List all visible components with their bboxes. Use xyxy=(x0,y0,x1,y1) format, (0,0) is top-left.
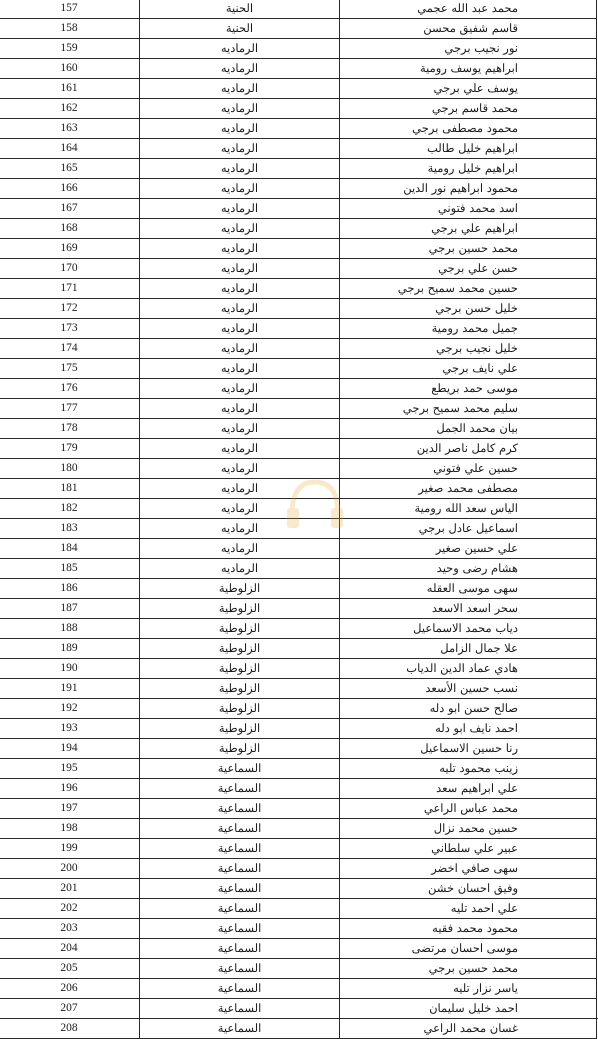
row-full-name: صالح حسن ابو دله xyxy=(340,699,597,719)
row-full-name: ابراهيم يوسف رومية xyxy=(340,59,597,79)
row-number: 180 xyxy=(0,459,140,479)
row-full-name: هادي عماد الدين الدياب xyxy=(340,659,597,679)
row-number: 168 xyxy=(0,219,140,239)
table-row xyxy=(0,199,597,219)
row-full-name: احمد نايف ابو دله xyxy=(340,719,597,739)
row-full-name: مصطفى محمد صغير xyxy=(340,479,597,499)
table-row xyxy=(0,479,597,499)
row-number: 196 xyxy=(0,779,140,799)
table-row xyxy=(0,719,597,739)
row-number: 207 xyxy=(0,999,140,1019)
row-number: 191 xyxy=(0,679,140,699)
table-row xyxy=(0,679,597,699)
table-row xyxy=(0,239,597,259)
row-area: الرماديه xyxy=(140,279,340,299)
row-number: 174 xyxy=(0,339,140,359)
table-row xyxy=(0,799,597,819)
row-area: الرماديه xyxy=(140,539,340,559)
row-number: 167 xyxy=(0,199,140,219)
row-full-name: اسد محمد فتوني xyxy=(340,199,597,219)
row-full-name: ابراهيم خليل رومية xyxy=(340,159,597,179)
row-number: 201 xyxy=(0,879,140,899)
row-full-name: حسن علي برجي xyxy=(340,259,597,279)
row-area: الرماديه xyxy=(140,379,340,399)
table-row xyxy=(0,659,597,679)
row-area: السماعية xyxy=(140,859,340,879)
table-row xyxy=(0,159,597,179)
row-area: الرماديه xyxy=(140,119,340,139)
row-area: الرماديه xyxy=(140,159,340,179)
row-full-name: ابراهيم علي برجي xyxy=(340,219,597,239)
row-area: السماعية xyxy=(140,879,340,899)
table-row xyxy=(0,79,597,99)
row-area: الرماديه xyxy=(140,559,340,579)
table-row xyxy=(0,459,597,479)
row-number: 187 xyxy=(0,599,140,619)
row-number: 161 xyxy=(0,79,140,99)
row-number: 200 xyxy=(0,859,140,879)
row-area: الزلوطية xyxy=(140,599,340,619)
table-row xyxy=(0,379,597,399)
table-row xyxy=(0,99,597,119)
row-number: 164 xyxy=(0,139,140,159)
row-number: 182 xyxy=(0,499,140,519)
row-area: الرماديه xyxy=(140,519,340,539)
table-row xyxy=(0,819,597,839)
row-full-name: حسين علي فتوني xyxy=(340,459,597,479)
table-row xyxy=(0,419,597,439)
table-row xyxy=(0,839,597,859)
row-full-name: حسين محمد نزال xyxy=(340,819,597,839)
row-full-name: اسماعيل عادل برجي xyxy=(340,519,597,539)
table-row xyxy=(0,619,597,639)
row-area: السماعية xyxy=(140,939,340,959)
table-row xyxy=(0,859,597,879)
row-full-name: نور نجيب برجي xyxy=(340,39,597,59)
row-area: الزلوطية xyxy=(140,699,340,719)
row-number: 195 xyxy=(0,759,140,779)
row-number: 172 xyxy=(0,299,140,319)
row-area: السماعية xyxy=(140,899,340,919)
row-full-name: محمود محمد فقيه xyxy=(340,919,597,939)
table-row xyxy=(0,59,597,79)
table-row xyxy=(0,539,597,559)
row-area: السماعية xyxy=(140,1019,340,1039)
row-area: الرماديه xyxy=(140,319,340,339)
row-full-name: دياب محمد الاسماعيل xyxy=(340,619,597,639)
row-full-name: ياسر نزار تليه xyxy=(340,979,597,999)
row-full-name: ابراهيم خليل طالب xyxy=(340,139,597,159)
row-full-name: نسب حسين الأسعد xyxy=(340,679,597,699)
table-row xyxy=(0,599,597,619)
row-full-name: علا جمال الزامل xyxy=(340,639,597,659)
row-number: 181 xyxy=(0,479,140,499)
row-full-name: علي احمد تليه xyxy=(340,899,597,919)
table-row xyxy=(0,699,597,719)
row-full-name: رنا حسين الاسماعيل xyxy=(340,739,597,759)
row-area: الرماديه xyxy=(140,439,340,459)
row-area: السماعية xyxy=(140,759,340,779)
row-area: الرماديه xyxy=(140,259,340,279)
row-number: 177 xyxy=(0,399,140,419)
table-row xyxy=(0,979,597,999)
row-full-name: وفيق احسان خشن xyxy=(340,879,597,899)
row-number: 179 xyxy=(0,439,140,459)
row-number: 185 xyxy=(0,559,140,579)
row-number: 206 xyxy=(0,979,140,999)
row-area: السماعية xyxy=(140,819,340,839)
table-row xyxy=(0,359,597,379)
row-number: 205 xyxy=(0,959,140,979)
row-number: 158 xyxy=(0,19,140,39)
table-row xyxy=(0,219,597,239)
row-area: الزلوطية xyxy=(140,659,340,679)
row-number: 166 xyxy=(0,179,140,199)
row-full-name: حسين محمد سميح برجي xyxy=(340,279,597,299)
row-full-name: علي حسين صغير xyxy=(340,539,597,559)
row-number: 184 xyxy=(0,539,140,559)
row-full-name: محمد عباس الراعي xyxy=(340,799,597,819)
row-area: السماعية xyxy=(140,919,340,939)
table-row xyxy=(0,39,597,59)
row-number: 183 xyxy=(0,519,140,539)
table-row xyxy=(0,339,597,359)
table-row xyxy=(0,399,597,419)
row-number: 173 xyxy=(0,319,140,339)
row-area: الزلوطية xyxy=(140,619,340,639)
row-number: 197 xyxy=(0,799,140,819)
row-number: 171 xyxy=(0,279,140,299)
row-number: 186 xyxy=(0,579,140,599)
row-number: 189 xyxy=(0,639,140,659)
row-full-name: غسان محمد الراعي xyxy=(340,1019,597,1039)
row-area: الرماديه xyxy=(140,339,340,359)
row-full-name: الياس سعد الله رومية xyxy=(340,499,597,519)
row-number: 208 xyxy=(0,1019,140,1039)
row-full-name: محمد قاسم برجي xyxy=(340,99,597,119)
table-row xyxy=(0,0,597,19)
row-area: الحنية xyxy=(140,19,340,39)
table-row xyxy=(0,519,597,539)
row-full-name: يوسف علي برجي xyxy=(340,79,597,99)
row-number: 193 xyxy=(0,719,140,739)
row-area: الرماديه xyxy=(140,419,340,439)
row-area: الرماديه xyxy=(140,479,340,499)
row-full-name: محمد عبد الله عجمي xyxy=(340,0,597,19)
row-area: السماعية xyxy=(140,979,340,999)
row-area: الرماديه xyxy=(140,239,340,259)
row-number: 165 xyxy=(0,159,140,179)
row-full-name: موسى احسان مرتضى xyxy=(340,939,597,959)
row-area: الرماديه xyxy=(140,179,340,199)
row-area: السماعية xyxy=(140,959,340,979)
row-area: الرماديه xyxy=(140,199,340,219)
row-number: 162 xyxy=(0,99,140,119)
table-row xyxy=(0,179,597,199)
table-row xyxy=(0,999,597,1019)
row-number: 160 xyxy=(0,59,140,79)
table-row xyxy=(0,119,597,139)
row-number: 188 xyxy=(0,619,140,639)
table-row xyxy=(0,439,597,459)
row-area: السماعية xyxy=(140,839,340,859)
row-area: الرماديه xyxy=(140,399,340,419)
row-full-name: جميل محمد رومية xyxy=(340,319,597,339)
row-number: 175 xyxy=(0,359,140,379)
row-full-name: كرم كامل ناصر الدين xyxy=(340,439,597,459)
row-full-name: محمد حسين برجي xyxy=(340,959,597,979)
row-full-name: علي نايف برجي xyxy=(340,359,597,379)
row-full-name: سليم محمد سميح برجي xyxy=(340,399,597,419)
row-number: 202 xyxy=(0,899,140,919)
row-area: السماعية xyxy=(140,999,340,1019)
row-full-name: محمد حسين برجي xyxy=(340,239,597,259)
row-number: 176 xyxy=(0,379,140,399)
row-number: 203 xyxy=(0,919,140,939)
row-full-name: موسى حمد بريطع xyxy=(340,379,597,399)
row-full-name: محمود مصطفى برجي xyxy=(340,119,597,139)
cut-off-row xyxy=(0,1018,598,1025)
table-row xyxy=(0,899,597,919)
row-full-name: خليل حسن برجي xyxy=(340,299,597,319)
row-number: 170 xyxy=(0,259,140,279)
row-number: 190 xyxy=(0,659,140,679)
row-area: الرماديه xyxy=(140,219,340,239)
row-full-name: احمد خليل سليمان xyxy=(340,999,597,1019)
row-number: 194 xyxy=(0,739,140,759)
table-row xyxy=(0,259,597,279)
row-number: 159 xyxy=(0,39,140,59)
row-number: 157 xyxy=(0,0,140,19)
table-row xyxy=(0,639,597,659)
row-area: الزلوطية xyxy=(140,679,340,699)
table-row xyxy=(0,579,597,599)
row-number: 192 xyxy=(0,699,140,719)
row-area: الرماديه xyxy=(140,59,340,79)
table-row xyxy=(0,279,597,299)
row-number: 163 xyxy=(0,119,140,139)
row-number: 198 xyxy=(0,819,140,839)
row-area: الزلوطية xyxy=(140,639,340,659)
row-area: الرماديه xyxy=(140,459,340,479)
table-row xyxy=(0,739,597,759)
table-row xyxy=(0,779,597,799)
table-row xyxy=(0,499,597,519)
row-full-name: علي ابراهيم سعد xyxy=(340,779,597,799)
row-area: الرماديه xyxy=(140,499,340,519)
table-row xyxy=(0,139,597,159)
table-row xyxy=(0,879,597,899)
row-number: 204 xyxy=(0,939,140,959)
row-full-name: سحر اسعد الاسعد xyxy=(340,599,597,619)
table-row xyxy=(0,559,597,579)
row-number: 178 xyxy=(0,419,140,439)
row-area: السماعية xyxy=(140,779,340,799)
row-full-name: هشام رضى وحيد xyxy=(340,559,597,579)
row-area: الزلوطية xyxy=(140,739,340,759)
row-area: الرماديه xyxy=(140,299,340,319)
row-full-name: خليل نجيب برجي xyxy=(340,339,597,359)
row-area: الرماديه xyxy=(140,79,340,99)
row-full-name: عبير علي سلطاني xyxy=(340,839,597,859)
table-row xyxy=(0,919,597,939)
row-full-name: بيان محمد الجمل xyxy=(340,419,597,439)
table-row xyxy=(0,959,597,979)
row-area: الرماديه xyxy=(140,139,340,159)
row-full-name: زينب محمود تليه xyxy=(340,759,597,779)
table-row xyxy=(0,19,597,39)
row-full-name: سهى صافي اخضر xyxy=(340,859,597,879)
row-area: الرماديه xyxy=(140,39,340,59)
row-full-name: محمود ابراهيم نور الدين xyxy=(340,179,597,199)
row-area: السماعية xyxy=(140,799,340,819)
row-area: الحنية xyxy=(140,0,340,19)
table-row xyxy=(0,299,597,319)
table-row xyxy=(0,939,597,959)
row-number: 169 xyxy=(0,239,140,259)
row-full-name: قاسم شفيق محسن xyxy=(340,19,597,39)
row-area: الزلوطية xyxy=(140,719,340,739)
row-number: 199 xyxy=(0,839,140,859)
row-area: الرماديه xyxy=(140,359,340,379)
table-row xyxy=(0,319,597,339)
table-row xyxy=(0,759,597,779)
row-area: الزلوطية xyxy=(140,579,340,599)
row-area: الرماديه xyxy=(140,99,340,119)
row-full-name: سهى موسى العقله xyxy=(340,579,597,599)
